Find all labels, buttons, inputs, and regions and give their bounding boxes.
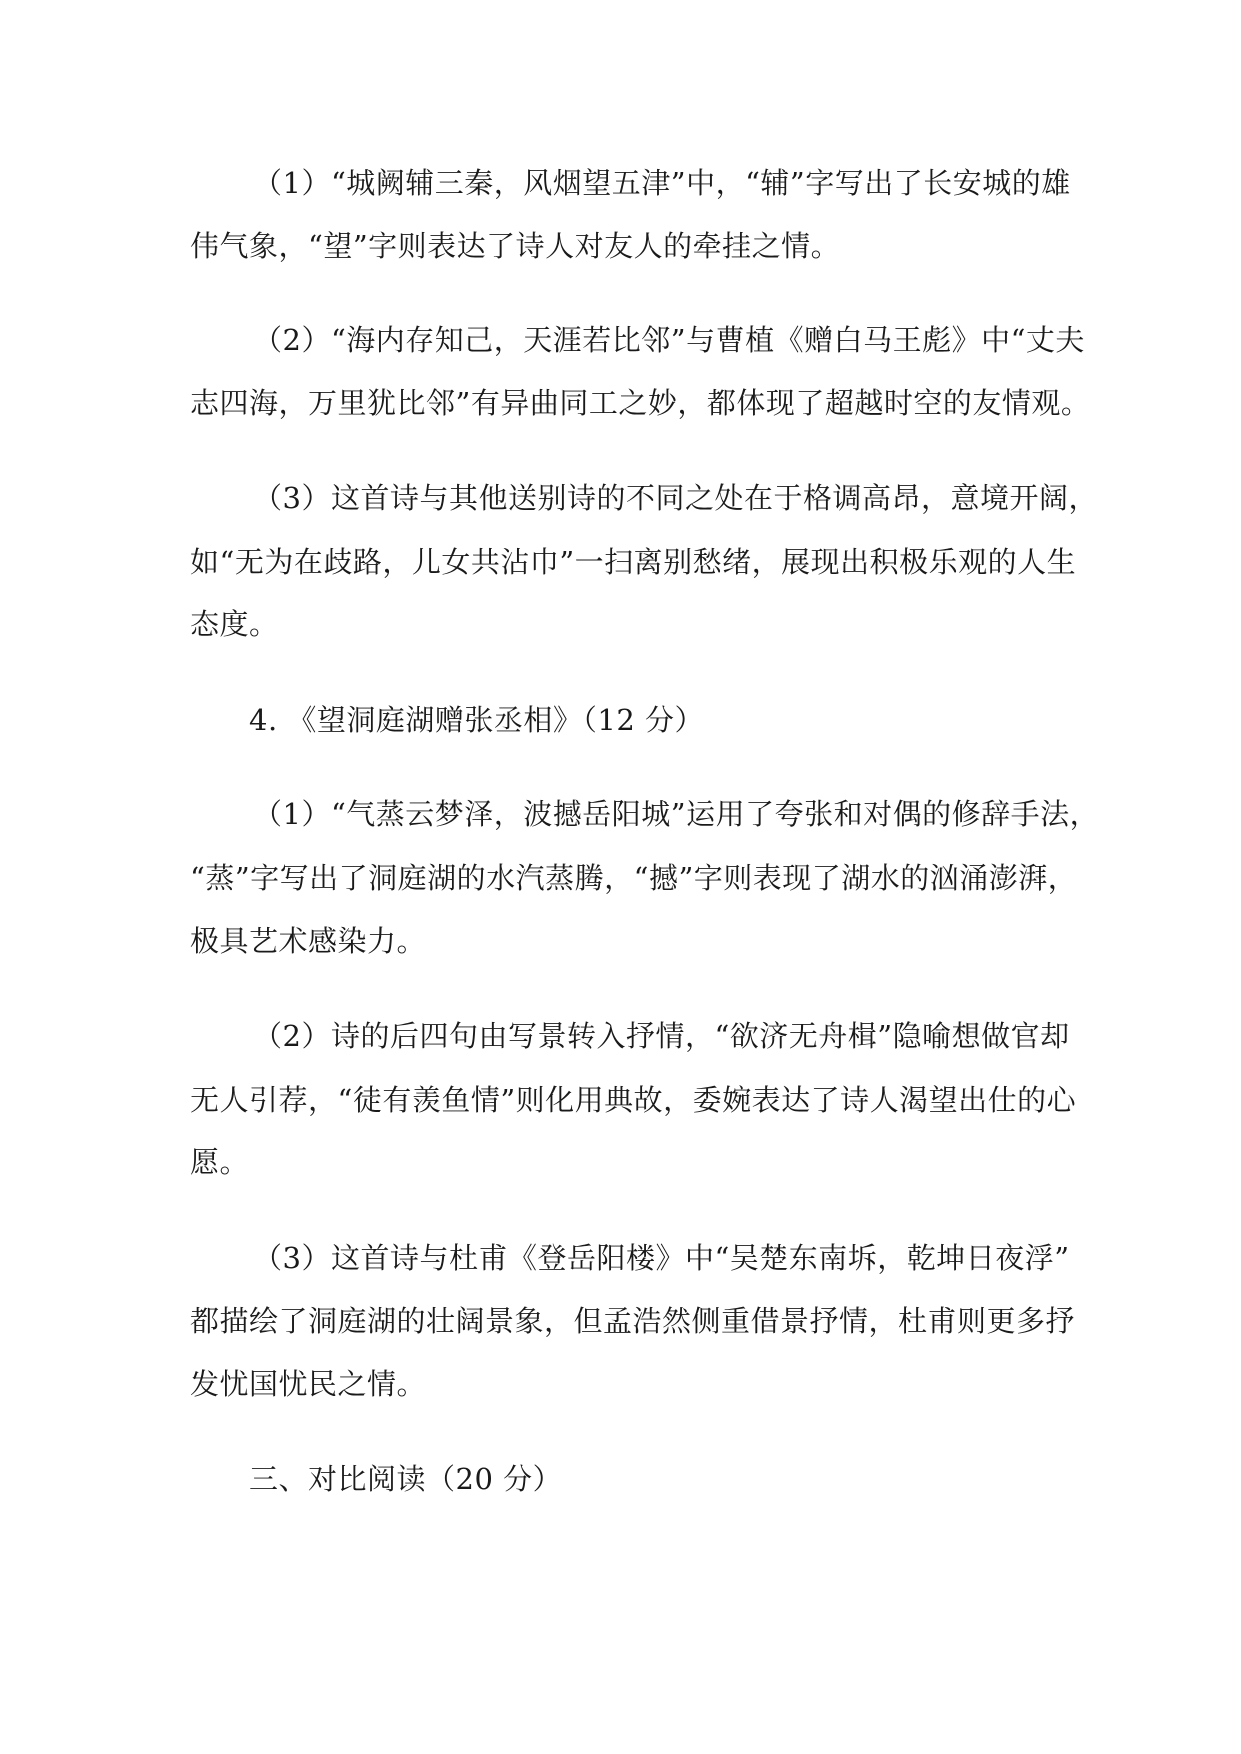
paragraph-5-line-3: 愿。 (190, 1145, 250, 1179)
paragraph-2-line-2: 志四海，万里犹比邻”有异曲同工之妙，都体现了超越时空的友情观。 (190, 386, 1091, 420)
section-heading-3: 三、对比阅读（20 分） (249, 1462, 563, 1496)
paragraph-1-line-1: （1）“城阙辅三秦，风烟望五津”中，“辅”字写出了长安城的雄 (253, 166, 1071, 200)
paragraph-3-line-3: 态度。 (190, 607, 279, 641)
paragraph-4-line-3: 极具艺术感染力。 (190, 924, 427, 958)
paragraph-6-line-3: 发忧国忧民之情。 (190, 1367, 427, 1401)
paragraph-6-line-1: （3）这首诗与杜甫《登岳阳楼》中“吴楚东南坼，乾坤日夜浮” (253, 1241, 1070, 1275)
paragraph-6-line-2: 都描绘了洞庭湖的壮阔景象，但孟浩然侧重借景抒情，杜甫则更多抒 (190, 1304, 1076, 1338)
paragraph-5-line-1: （2）诗的后四句由写景转入抒情，“欲济无舟楫”隐喻想做官却 (253, 1019, 1070, 1053)
paragraph-4-line-2: “蒸”字写出了洞庭湖的水汽蒸腾，“撼”字则表现了湖水的汹涌澎湃， (190, 861, 1078, 895)
paragraph-4-line-1: （1）“气蒸云梦泽，波撼岳阳城”运用了夸张和对偶的修辞手法， (253, 797, 1100, 831)
paragraph-3-line-2: 如“无为在歧路，儿女共沾巾”一扫离别愁绪，展现出积极乐观的人生 (190, 545, 1077, 579)
paragraph-2-line-1: （2）“海内存知己，天涯若比邻”与曹植《赠白马王彪》中“丈夫 (253, 323, 1085, 357)
paragraph-3-line-1: （3）这首诗与其他送别诗的不同之处在于格调高昂，意境开阔， (253, 481, 1098, 515)
paragraph-5-line-2: 无人引荐，“徒有羡鱼情”则化用典故，委婉表达了诗人渴望出仕的心 (190, 1083, 1077, 1117)
paragraph-1-line-2: 伟气象，“望”字则表达了诗人对友人的牵挂之情。 (190, 229, 841, 263)
section-heading-4: 4. 《望洞庭湖赠张丞相》（12 分） (249, 703, 705, 737)
